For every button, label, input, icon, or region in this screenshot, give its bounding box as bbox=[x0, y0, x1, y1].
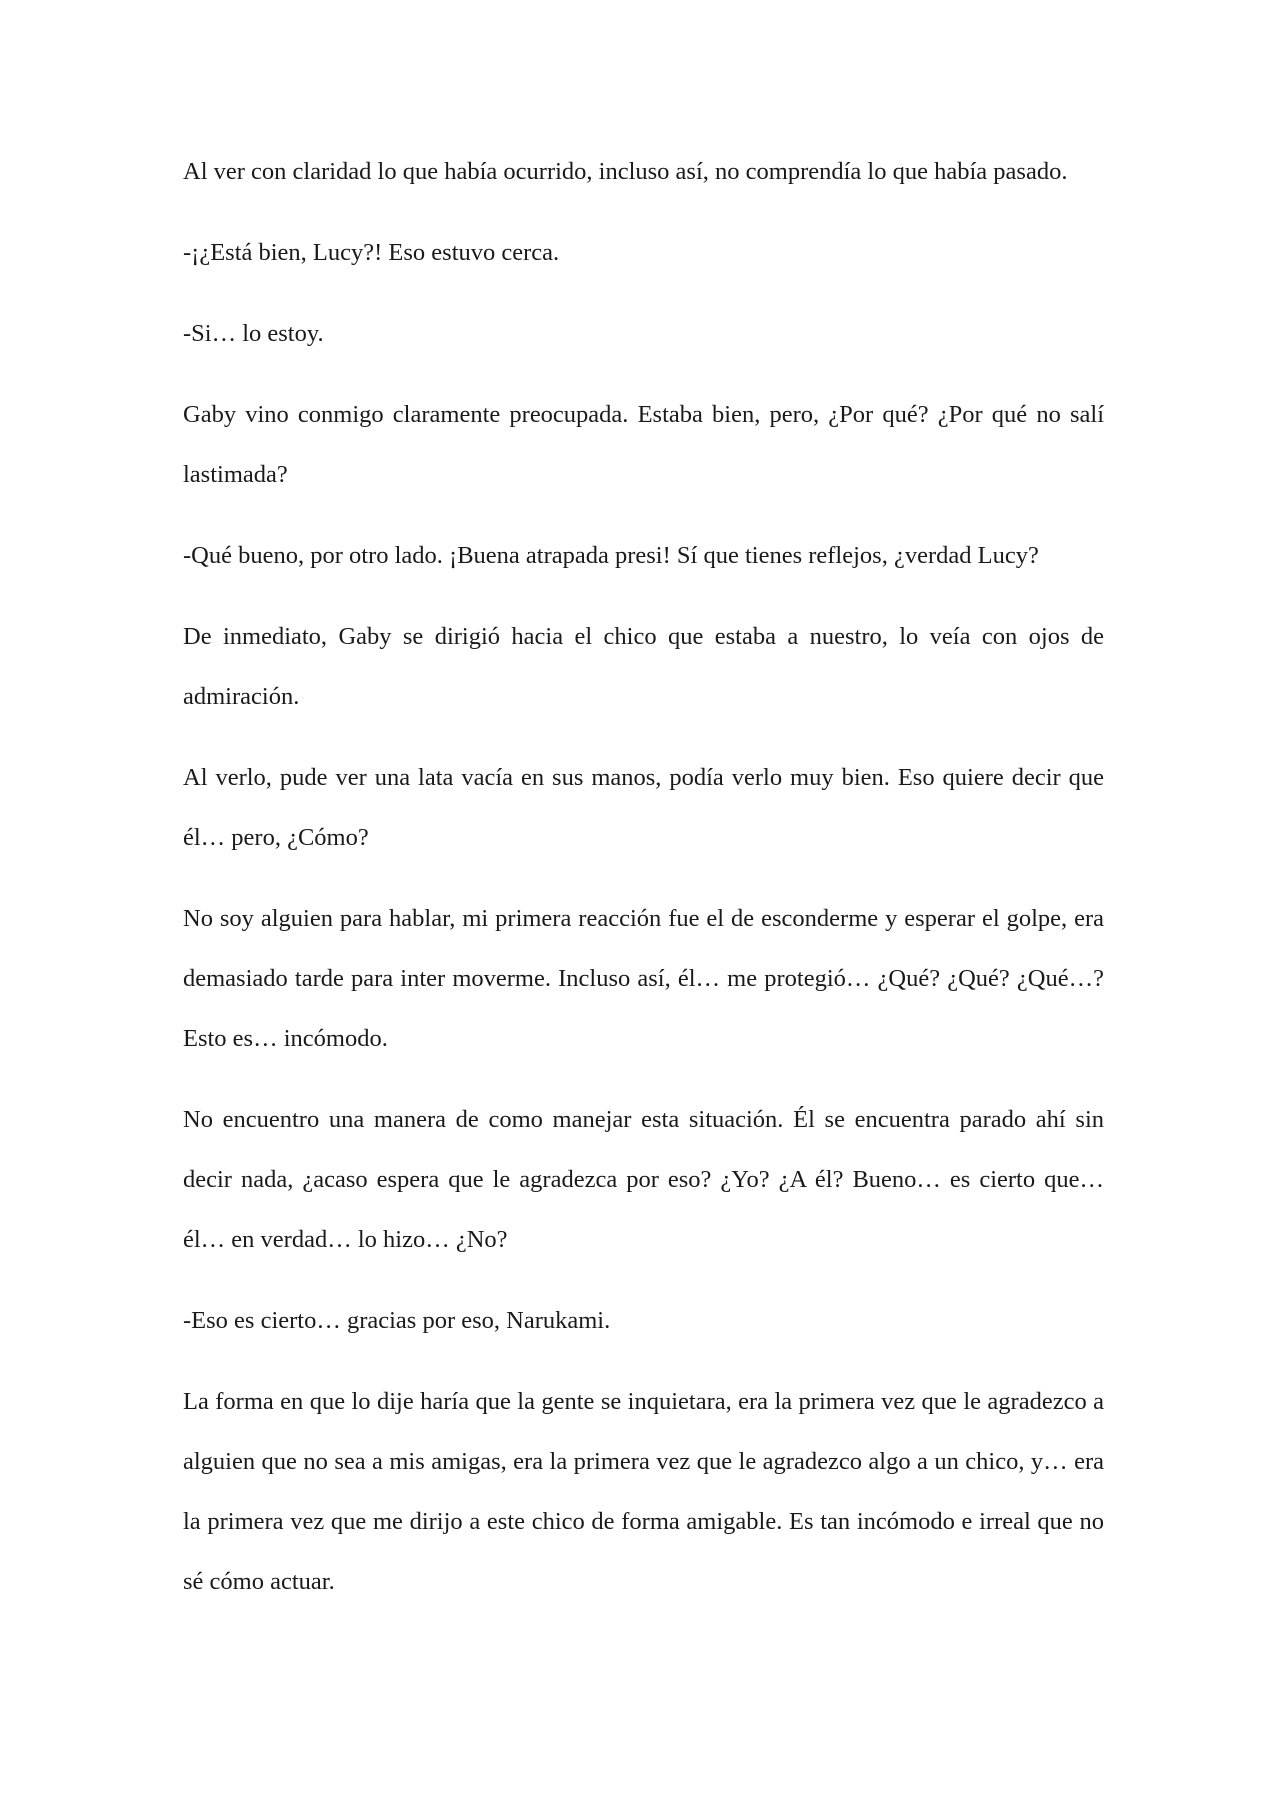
dialogue-paragraph: -¡¿Está bien, Lucy?! Eso estuvo cerca. bbox=[183, 239, 560, 266]
paragraph: Gaby vino conmigo claramente preocupada. Estaba bien, pero, ¿Por qué? ¿Por qué no salí lastimada? bbox=[183, 401, 1104, 488]
dialogue-paragraph: -Eso es cierto… gracias por eso, Narukami. bbox=[183, 1307, 611, 1334]
paragraph: De inmediato, Gaby se dirigió hacia el chico que estaba a nuestro, lo veía con ojos de admiración. bbox=[183, 623, 1104, 710]
paragraph: La forma en que lo dije haría que la gente se inquietara, era la primera vez que le agradezco a alguien que no sea a mis amigas, era la primera vez que le agradezco algo a un chico, y… era la primera vez que me dirijo a este chico de forma amigable. Es tan incómodo e irreal que no sé cómo actuar. bbox=[183, 1388, 1104, 1595]
paragraph: Al ver con claridad lo que había ocurrido, incluso así, no comprendía lo que había pasado. bbox=[183, 158, 1068, 185]
dialogue-paragraph: -Si… lo estoy. bbox=[183, 320, 324, 347]
paragraph: Al verlo, pude ver una lata vacía en sus manos, podía verlo muy bien. Eso quiere decir que él… pero, ¿Cómo? bbox=[183, 764, 1104, 851]
paragraph: No soy alguien para hablar, mi primera reacción fue el de esconderme y esperar el golpe, era demasiado tarde para inter moverme. Incluso así, él… me protegió… ¿Qué? ¿Qué? ¿Qué…? Esto es… incómodo. bbox=[183, 905, 1104, 1052]
paragraph: No encuentro una manera de como manejar esta situación. Él se encuentra parado ahí sin decir nada, ¿acaso espera que le agradezca por eso? ¿Yo? ¿A él? Bueno… es cierto que… él… en verdad… lo hizo… ¿No? bbox=[183, 1106, 1104, 1253]
document-body bbox=[183, 142, 1104, 1633]
dialogue-paragraph: -Qué bueno, por otro lado. ¡Buena atrapada presi! Sí que tienes reflejos, ¿verdad Lucy? bbox=[183, 542, 1039, 569]
